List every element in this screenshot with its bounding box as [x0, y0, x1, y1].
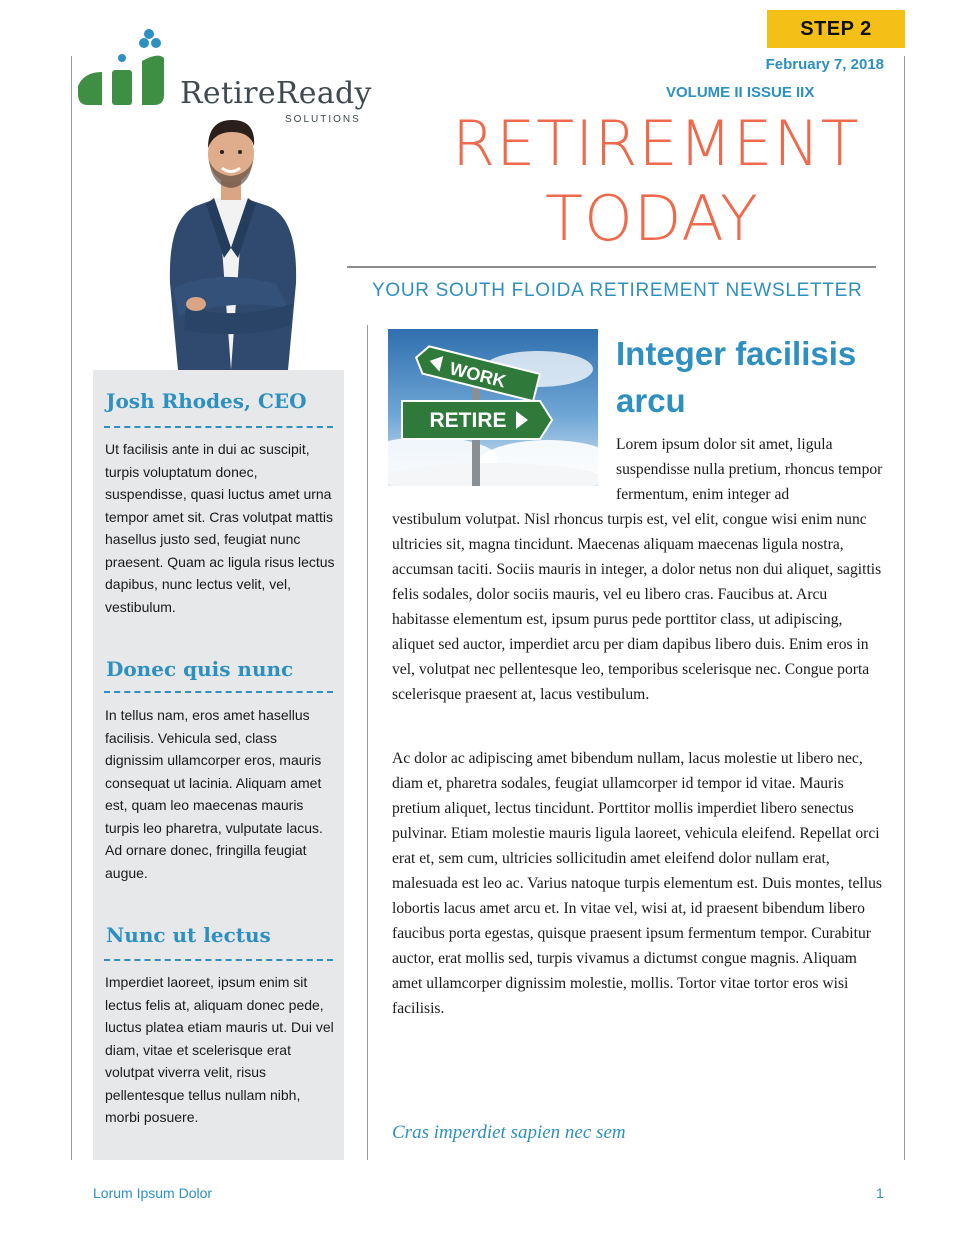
article-paragraph-2: Ac dolor ac adipiscing amet bibendum nullam, lacus molestie ut libero nec, diam et, pharetra sodales, feugiat ullamcorper id tempor id vitae. Mauris pretium aliquet, lectus tincidunt. Porttitor mollis imperdiet libero senectus pulvinar. Etiam molestie mauris ligula laoreet, vehicula eleifend. Repellat orci erat et, sem cum, ultricies sollicitudin amet eleifend dolor nullam erat, malesuada est leo ac. Varius natoque turpis elementum est. Duis montes, tellus lobortis lacus amet arcu et. In vitae vel, wisi at, id praesent bibendum libero faucibus porta egestas, quisque praesent ipsum fermentum tempor. Curabitur auctor, erat mollis sed, turpis vivamus a dictumst congue magnis. Aliquam amet ullamcorper dignissim molestie, mollis. Tortor vitae tortor eros wisi facilisis.	[392, 750, 882, 1017]
sidebar-divider	[104, 426, 333, 428]
right-border-line	[904, 56, 905, 1160]
newsletter-tagline: YOUR SOUTH FLOIDA RETIREMENT NEWSLETTER	[372, 280, 863, 301]
brand-name: RetireReady	[180, 76, 372, 111]
article-paragraph-intro: Lorem ipsum dolor sit amet, ligula suspendisse nulla pretium, rhoncus tempor fermentum, enim integer ad	[616, 436, 883, 503]
sidebar-heading-ceo: Josh Rhodes, CEO	[106, 389, 307, 413]
brand-subtitle: SOLUTIONS	[285, 114, 361, 125]
sidebar-heading-donec: Donec quis nunc	[106, 657, 294, 681]
article-title: Integer facilisis arcu	[616, 335, 857, 419]
volume-issue: VOLUME II ISSUE IIX	[666, 84, 815, 101]
left-border-line	[71, 56, 72, 1160]
sign-retire-label: RETIRE	[429, 409, 507, 432]
sidebar-divider	[104, 959, 333, 961]
footer-text: Lorum Ipsum Dolor	[93, 1185, 213, 1201]
sidebar-text-nunc: Imperdiet laoreet, ipsum enim sit lectus felis at, aliquam donec pede, luctus platea etiam mauris ut. Dui vel diam, vitae et scelerisque erat volutpat viverra velit, risus pellentesque tellus nullam nibh, morbi posuere.	[105, 974, 334, 1125]
sidebar-divider	[104, 691, 333, 693]
sidebar-text-ceo: Ut facilisis ante in dui ac suscipit, turpis voluptatum donec, suspendisse, quasi luctus amet urna tempor amet sit. Cras volutpat mattis hasellus justo sed, feugiat nunc praesent. Quam ac ligula risus lectus dapibus, nunc lectus velit, vel, vestibulum.	[105, 441, 335, 615]
sidebar-text-donec: In tellus nam, eros amet hasellus facilisis. Vehicula sed, class dignissim ullamcorper eros, mauris consequat ut lacinia. Aliquam amet est, quam leo maecenas mauris turpis leo pharetra, vulputate lacus. Ad ornare donec, fringilla feugiat augue.	[105, 707, 323, 881]
masthead-title-line1: RETIREMENT	[452, 107, 860, 180]
issue-date: February 7, 2018	[765, 56, 884, 73]
column-divider-line	[367, 325, 368, 1160]
page-number: 1	[876, 1185, 884, 1201]
sign-work-label: WORK	[447, 358, 508, 392]
article-paragraph-1: vestibulum volutpat. Nisl rhoncus turpis est, vel elit, congue wisi enim nunc ultricies sit, magna tincidunt. Maecenas aliquam maecenas ligula nostra, accumsan taciti. Sociis mauris in integer, a dolor netus non dui aliquet, sagittis felis sodales, dolor sociis mauris, vel eu libero cras. Faucibus at. Arcu habitasse elementum est, ipsum purus pede porttitor class, ut adipiscing, aliquet sed auctor, imperdiet arcu per diam dapibus libero duis. Enim eros in vel, volutpat nec pellentesque leo, temporibus scelerisque nec. Congue porta scelerisque praesent at, lacus vestibulum.	[392, 511, 882, 703]
masthead-divider	[347, 266, 876, 268]
step-badge: STEP 2	[767, 10, 905, 48]
ceo-portrait-image	[156, 108, 306, 370]
masthead-title-line2: TODAY	[545, 182, 759, 255]
sidebar-heading-nunc: Nunc ut lectus	[106, 923, 271, 947]
work-retire-sign-image	[388, 329, 598, 486]
pull-quote: Cras imperdiet sapien nec sem	[392, 1122, 626, 1143]
